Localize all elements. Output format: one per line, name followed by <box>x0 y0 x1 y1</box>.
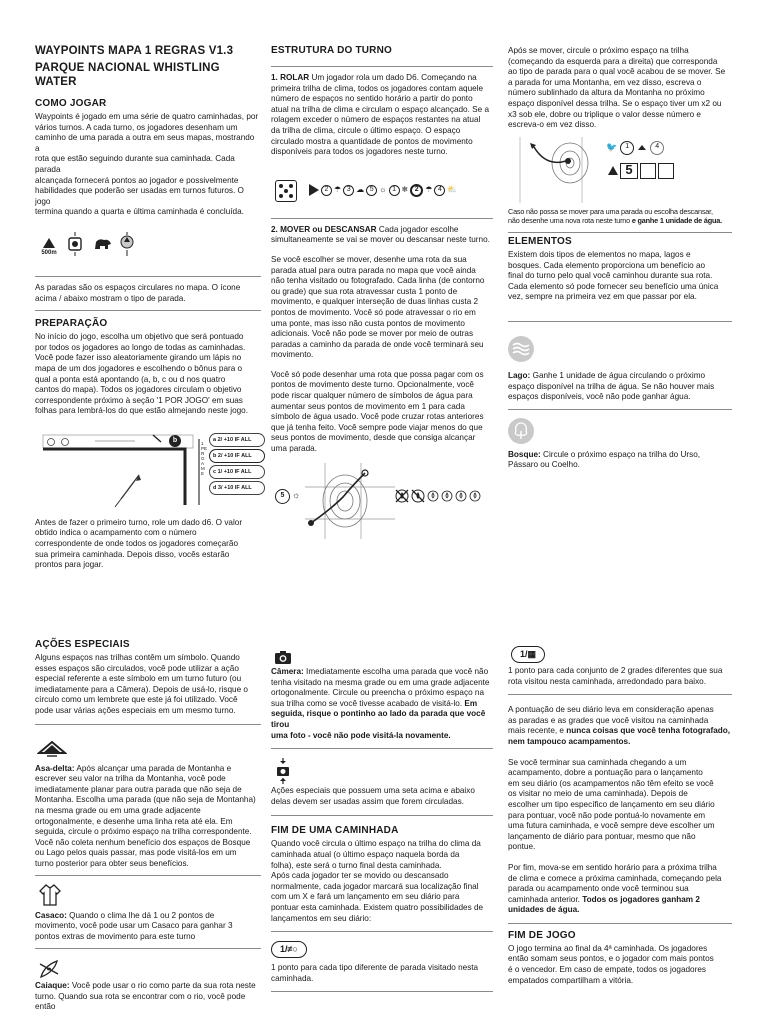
corner-letter-b: b <box>169 435 181 447</box>
journal-entry-stop-types: 1/≠○ <box>271 941 307 958</box>
fim-caminhada-heading: FIM DE UMA CAMINHADA <box>271 825 399 837</box>
bird-icon: 🐦 <box>606 142 618 153</box>
hang-glider-icon <box>37 739 261 757</box>
objective-figure <box>35 421 261 517</box>
water-drop-icon <box>441 490 453 502</box>
rain-icon: ☂ <box>425 184 433 194</box>
column-2-top <box>271 45 493 541</box>
divider <box>35 948 261 949</box>
divider <box>508 232 732 233</box>
immediate-camera-icon <box>275 758 493 784</box>
journal-entry-grids: 1/▦ <box>511 646 545 663</box>
track-space: 5 <box>366 185 377 196</box>
immediate-actions-text: Ações especiais que possuem uma seta acima e abaixo delas devem ser usadas assim que forem circuladas. <box>271 786 475 806</box>
stop-icons-caption: As paradas são os espaços circulares no mapa. O ícone acima / abaixo mostram o tipo de parada. <box>35 282 241 303</box>
sun-icon: ☼ <box>292 489 301 500</box>
cloud-sun-icon: ⛅ <box>447 184 458 194</box>
bear-stop-icon <box>93 237 113 251</box>
kayak-icon <box>38 958 261 980</box>
track-space: 4 <box>650 141 664 155</box>
objective-row-b-circled: b 2/ +10 IF ALL <box>209 449 265 463</box>
stop-icons-figure <box>35 224 261 276</box>
cloud-icon: ☁ <box>356 184 365 194</box>
weather-track <box>309 184 457 197</box>
water-drop-crossed-icon <box>395 489 409 503</box>
rolar-text: 1. ROLAR Um jogador rola um dado D6. Começando na primeira trilha de clima, todos os jogadores contam aquele número de espaços no sentido horário a partir do ponto atual na trilha de clima e circulam o espaço alcançado. Se a rolagem exceder o número de espaços restantes na atual da trilha de clima, circule o último espaço. O espaço circulado mostra a quantidade de pontos de movimento disponíveis para todos os jogadores neste turno. <box>271 73 490 157</box>
water-drop-crossed-icon <box>411 489 425 503</box>
mountain-map-diagram <box>516 137 604 203</box>
die-icon <box>275 180 297 202</box>
journal-entry-grids-text: 1 ponto para cada conjunto de 2 grades diferentes que sua rota visitou nesta caminhada, arredondado para baixo. <box>508 666 723 686</box>
divider <box>271 218 493 219</box>
lago-text: Lago: Ganhe 1 unidade de água circulando o próximo espaço disponível na trilha de água. Se não houver mais espaços disponíveis, você não pode ganhar água. <box>508 370 715 402</box>
camera-stop-icon <box>67 232 83 256</box>
mountain-value-box: 5 <box>620 163 638 179</box>
hang-glider-icon <box>637 143 647 153</box>
fim-jogo-heading: FIM DE JOGO <box>508 929 576 941</box>
divider <box>271 748 493 749</box>
jacket-icon <box>38 883 261 907</box>
lake-icon <box>508 336 534 362</box>
divider <box>271 991 493 992</box>
contour-map-diagram <box>305 463 395 539</box>
divider <box>271 815 493 816</box>
camera-text: Câmera: Imediatamente escolha uma parada que você não tenha visitado na mesma grade ou em uma grade adjacente ortogonalmente. Circule ou preencha o próximo espaço na sua trilha como se você tivesse acabado de visitá-lo. Em seguida, risque o pontinho ao lado da parada que você tirou uma foto - você não pode visitá-la novamente. <box>271 667 490 740</box>
mountain-track <box>608 163 674 179</box>
elementos-text: Existem dois tipos de elementos no mapa, lagos e bosques. Cada elemento proporciona um benefício ao final do turno pelo qual você caminhou durante sua rota. Cada elemento só pode fornecer seu benefício uma única vez, sempre na primeira vez em que passar por ela. <box>508 249 719 302</box>
objective-list <box>209 433 265 495</box>
como-jogar-heading: COMO JOGAR <box>35 98 107 109</box>
fim-caminhada-text: Quando você circula o último espaço na trilha do clima da caminhada atual (o último espaço naquela borda da folha), este será o turno final desta caminhada. Após cada jogador ter se movido ou descansado normalmente, cada jogador marcará sua localização final com um X e fará um lançamento em seu diário para pontuar esta caminhada. Existem quatro possibilidades de lançamentos em seu diário: <box>271 839 484 923</box>
divider <box>508 923 732 924</box>
water-drop-icon <box>427 490 439 502</box>
divider <box>35 875 261 876</box>
column-1-bottom <box>35 639 261 1013</box>
mountain-icon <box>608 166 618 175</box>
track-space: 2 <box>321 185 332 196</box>
mountain-value-box-empty <box>658 163 674 179</box>
column-3-top <box>508 46 732 471</box>
forest-icon <box>508 418 534 444</box>
preparacao-heading: PREPARAÇÃO <box>35 318 108 330</box>
track-space: 3 <box>343 185 354 196</box>
mover-paragraph-1: Se você escolher se mover, desenhe uma rota da sua parada atual para outra parada no mapa que você ainda não tenha visitado ou fotografado. Cada linha (de contorno ou grade) que sua rota atravessar custa 1 ponto de movimento, e qualquer interseção de duas linhas custa 2 pontos de movimento. Você só pode atravessar o rio em uma ponte, mas isso não custa pontos de movimento adicionais. Você não pode se mover por meio de outras paradas a caminho da parada de onde você terminará seu movimento. <box>271 254 485 360</box>
divider <box>508 694 732 695</box>
water-drop-icon <box>455 490 467 502</box>
document-subtitle: PARQUE NACIONAL WHISTLING WATER <box>35 62 220 88</box>
snow-icon: ❄ <box>401 184 409 194</box>
track-space: 1 <box>620 141 634 155</box>
divider <box>35 276 261 277</box>
mountain-stop-icon: 500m <box>39 236 59 257</box>
rest-caption: Caso não possa se mover para uma parada ou escolha descansar, não desenhe uma nova rota neste turno e ganhe 1 unidade de água. <box>508 206 722 226</box>
acoes-heading: AÇÕES ESPECIAIS <box>35 639 130 650</box>
objective-row-c: c 1/ +10 IF ALL <box>209 465 265 479</box>
one-per-game-label: 1 PER GAME <box>201 440 208 476</box>
track-space-circled: 2 <box>410 184 423 197</box>
casaco-text: Casaco: Quando o clima lhe dá 1 ou 2 pontos de movimento, você pode usar um Casaco para ganhar 3 pontos extras de movimento para este turno <box>35 910 233 941</box>
after-move-text: Após se mover, circule o próximo espaço na trilha (começando da esquerda para a direita) que corresponda ao tipo de parada para o qual você acabou de se mover. Se a parada for uma Montanha, em vez disso, escreva o número sublinhado da altura da Montanha no próximo espaço disponível dessa trilha. Se o espaço tiver um x2 ou x3 sob ele, dobre ou triplique o valor desse número e escreva-o em vez disso. <box>508 46 726 130</box>
track-arrow-icon <box>309 184 319 196</box>
estrutura-heading: ESTRUTURA DO TURNO <box>271 45 393 56</box>
sun-icon: ☼ <box>379 184 387 194</box>
mountain-value-box-empty <box>640 163 656 179</box>
divider <box>271 931 493 932</box>
objective-row-a: a 2/ +10 IF ALL <box>209 433 265 447</box>
bosque-text: Bosque: Circule o próximo espaço na trilha do Urso, Pássaro ou Coelho. <box>508 449 701 470</box>
preparacao-text: No início do jogo, escolha um objetivo que será pontuado por todos os jogadores ao longo de todas as caminhadas. Você pode fazer isso aleatoriamente girando um lápis no mapa de um dos jogadores e escolhendo o bônus para o qual a ponta está apontando (a, b, c ou d nos quatro cantos do mapa). Todos os jogadores circulam o objetivo correspondente próximo à seção '1 POR JOGO' em suas folhas para lembrá-los do que estão almejando neste jogo. <box>35 332 249 416</box>
fim-jogo-text: O jogo termina ao final da 4ª caminhada. Os jogadores então somam seus pontos, e o jogador com mais pontos é o vencedor. Em caso de empate, todos os jogadores empatados compartilham a vitória. <box>508 943 714 985</box>
water-drop-icon <box>469 490 481 502</box>
preparacao-after-text: Antes de fazer o primeiro turno, role um dado d6. O valor obtido indica o acampamento com o número correspondente de onde todos os jogadores começarão sua primeira caminhada. Depois disso, vocês estarão prontos para jogar. <box>35 517 243 570</box>
movement-points-circled: 5 <box>275 489 290 504</box>
objective-row-d: d 3/ +10 IF ALL <box>209 481 265 495</box>
water-track <box>395 489 481 503</box>
movement-figure <box>271 461 493 541</box>
document-title: WAYPOINTS MAPA 1 REGRAS V1.3 <box>35 45 234 57</box>
column-2-bottom <box>271 650 493 992</box>
divider <box>508 409 732 410</box>
weather-track-figure <box>271 162 493 218</box>
elementos-heading: ELEMENTOS <box>508 235 572 247</box>
mover-text: 2. MOVER ou DESCANSAR Cada jogador escolhe simultaneamente se vai se mover ou descansar neste turno. <box>271 224 490 245</box>
rain-icon: ☂ <box>334 184 342 194</box>
divider <box>271 66 493 67</box>
journal-entry-stop-types-text: 1 ponto para cada tipo diferente de parada visitado nesta caminhada. <box>271 963 479 983</box>
forest-stop-icon <box>119 232 135 256</box>
divider <box>508 321 732 322</box>
acoes-text: Alguns espaços nas trilhas contêm um símbolo. Quando esses espaços são circulados, você pode utilizar a ação especial referente a este símbolo em um turno futuro (ou imediatamente para a Câmera). Depois de usá-lo, risque o círculo como um lembrete que este já foi utilizado. Você pode usar várias ações especiais em um mesmo turno. <box>35 653 248 715</box>
mountain-track-figure <box>508 137 732 207</box>
track-space: 4 <box>434 185 445 196</box>
caiaque-text: Caiaque: Você pode usar o rio como parte da sua rota neste turno. Quando sua rota se encontrar com o rio, você pode então <box>35 981 256 1012</box>
diario-text: A pontuação de seu diário leva em consideração apenas as paradas e as grades que você visitou na caminhada mais recente, e nunca coisas que você tenha fotografado, nem tampouco acampamentos. <box>508 705 731 746</box>
track-space: 1 <box>389 185 400 196</box>
divider <box>35 724 261 725</box>
next-walk-text: Por fim, mova-se em sentido horário para a próxima trilha de clima e comece a próxima caminhada, começando pela parada ou acampamento onde você terminou sua caminhada anterior. Todos os jogadores ganham 2 unidades de água. <box>508 862 722 915</box>
bird-track <box>606 141 664 155</box>
asa-delta-text: Asa-delta: Após alcançar uma parada de Montanha e escrever seu valor na trilha da Montanha, você pode imediatamente planar para outra parada que não seja de Montanha. Escolha uma parada (que não seja de Montanha) na mesma grade ou em uma grade adjacente ortogonalmente, e desenhe uma linha reta até ela. Em seguida, circule o próximo espaço na trilha correspondente. Você não coleta nenhum benefício dos espaços de Bosque ou Lago pelos quais passar, mas pode visitá-los em um turno posterior para obter seus benefícios. <box>35 763 256 868</box>
camera-icon <box>274 650 493 665</box>
column-3-bottom <box>508 646 732 986</box>
mover-paragraph-2: Você só pode desenhar uma rota que possa pagar com os pontos de movimento deste turno. Opcionalmente, você pode riscar qualquer número de símbolos de água para aumentar seus pontos de movimento em 1 para cada símbolo de água usado. Você pode cruzar rotas anteriores que já tenha feito. Você sempre pode viajar menos do que seus pontos de movimento, desde que consiga alcançar uma parada. <box>271 369 484 454</box>
acampamento-text: Se você terminar sua caminhada chegando a um acampamento, dobre a pontuação para o lançamento em seu diário (os acampamentos não têm efeito se você os visitar no meio de uma caminhada). Depois de escolher um tipo específico de lançamento em seu diário para pontuar, você não pode pontuá-lo novamente em uma futura caminhada, e você sempre deve escolher um lançamento de diário para pontuar, mesmo que não pontue. <box>508 757 715 852</box>
divider <box>35 310 261 311</box>
como-jogar-text: Waypoints é jogado em uma série de quatro caminhadas, por vários turnos. A cada turno, os jogadores desenham um caminho de uma parada a outra em seus mapas, mostrando a rota que estão seguindo durante sua caminhada. Cada parada alcançada fornecerá pontos ao jogador e possivelmente habilidades que poderão ser usadas em turnos futuros. O jogo termina quando a quarta e última caminhada é concluída. <box>35 112 259 217</box>
column-1-top <box>35 44 261 571</box>
